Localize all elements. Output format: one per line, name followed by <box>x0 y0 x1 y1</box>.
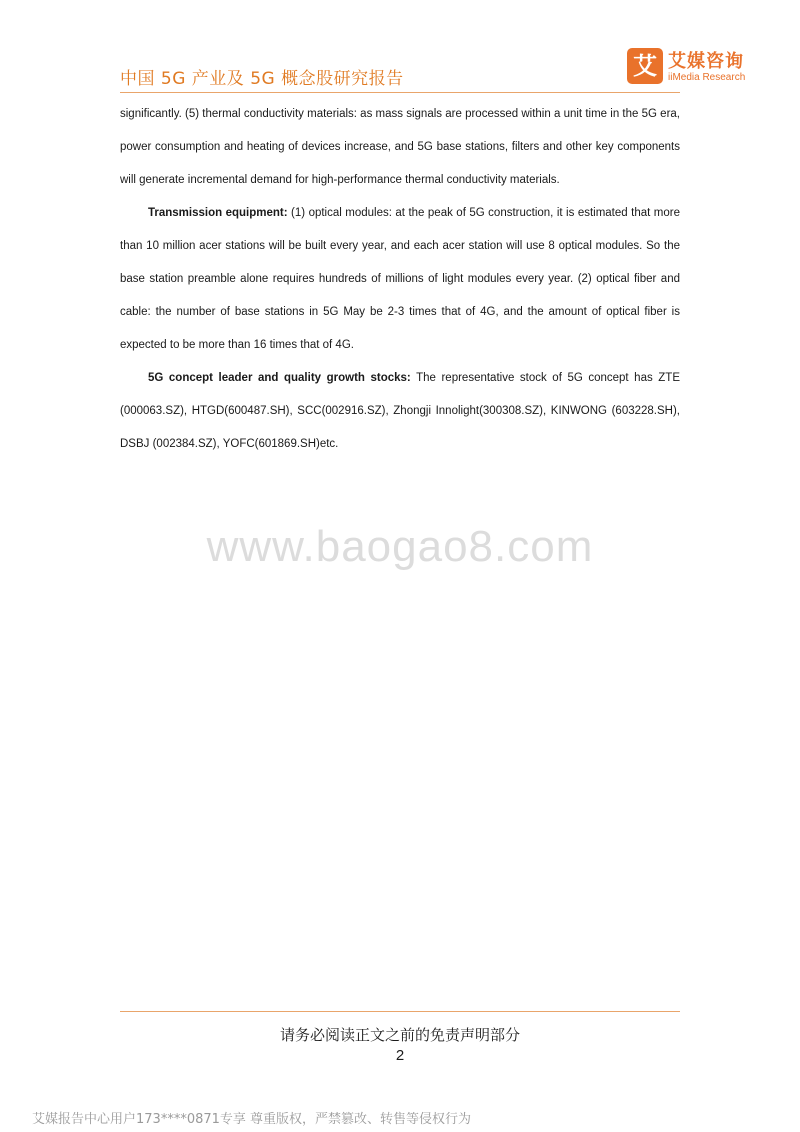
transmission-equipment-heading: Transmission equipment: <box>148 207 288 219</box>
footer-divider <box>120 1011 680 1012</box>
logo-name: 艾媒咨询 <box>668 51 744 72</box>
logo-mark-icon: 艾 <box>627 48 663 84</box>
user-copyright-line: 艾媒报告中心用户173****0871专享 尊重版权，严禁篡改、转售等侵权行为 <box>32 1112 472 1127</box>
concept-stocks-text: The representative stock of 5G concept has ZTE (000063.SZ), HTGD(600487.SH), SCC(002916.SZ), Zhongji Innolight(300308.SZ), KINWONG (603228.SH), DSBJ (002384.SZ), YOFC(601869.SH)etc. <box>120 372 680 450</box>
concept-stocks-heading: 5G concept leader and quality growth stocks: <box>148 372 411 384</box>
page-number: 2 <box>395 1047 405 1064</box>
logo-subtitle: iiMedia Research <box>668 72 746 83</box>
transmission-equipment-text: (1) optical modules: at the peak of 5G construction, it is estimated that more than 10 million acer stations will be built every year, and each acer station will use 8 optical modules. So the base station preamble alone requires hundreds of millions of light modules every year. (2) optical fiber and cable: the number of base stations in 5G May be 2-3 times that of 4G, and the amount of optical fiber is expected to be more than 16 times that of 4G. <box>120 207 680 351</box>
paragraph-transmission-equipment <box>120 197 680 362</box>
header-divider <box>120 92 680 93</box>
paragraph-5g-concept-stocks <box>120 362 680 461</box>
disclaimer-note: 请务必阅读正文之前的免责声明部分 <box>279 1026 520 1044</box>
iimedia-logo <box>627 48 757 86</box>
report-body <box>120 98 680 461</box>
watermark: www.baogao8.com <box>206 522 594 571</box>
paragraph-thermal-materials: significantly. (5) thermal conductivity materials: as mass signals are processed within a unit time in the 5G era, power consumption and heating of devices increase, and 5G base stations, filters and other key components will generate incremental demand for high-performance thermal conductivity materials. <box>120 108 680 186</box>
report-title: 中国 5G 产业及 5G 概念股研究报告 <box>120 69 404 89</box>
